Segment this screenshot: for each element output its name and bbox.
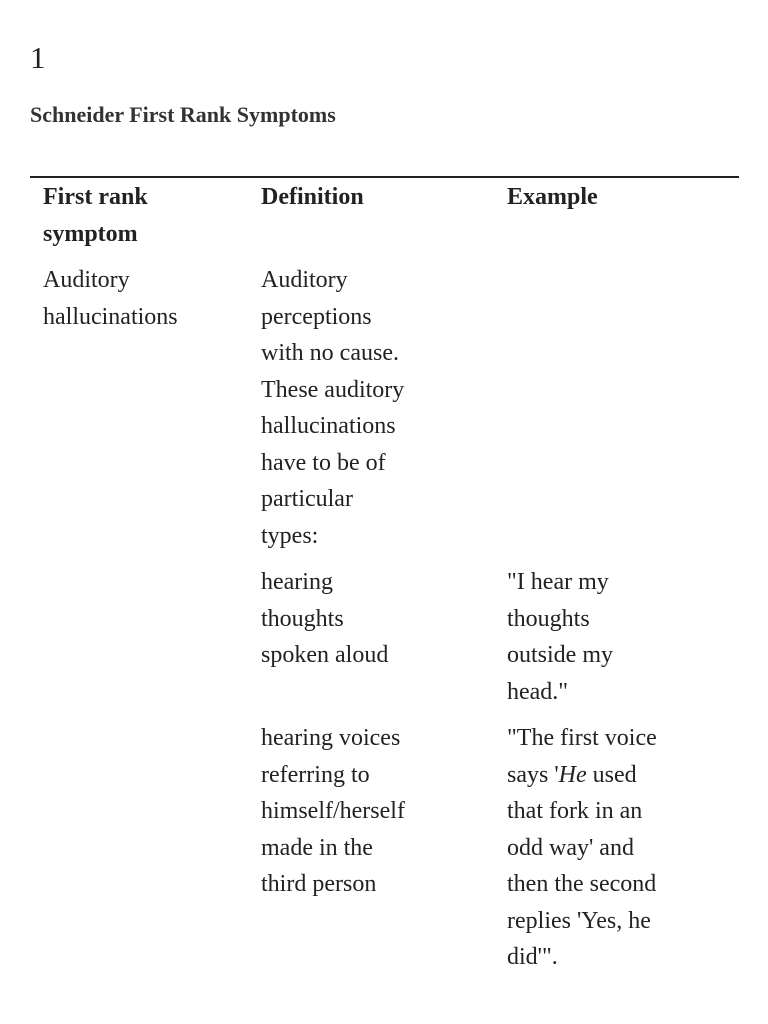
cell-line: head." bbox=[507, 678, 569, 705]
cell-line: replies 'Yes, he bbox=[507, 907, 651, 934]
cell-line bbox=[507, 757, 737, 794]
cell-line: hearing voices bbox=[261, 725, 401, 751]
cell-line: Auditory bbox=[261, 267, 348, 293]
cell-line: thoughts bbox=[507, 605, 590, 632]
table-top-rule bbox=[30, 176, 739, 178]
cell-line: odd way' and bbox=[507, 834, 634, 861]
cell-line: "I hear my bbox=[507, 569, 609, 595]
cell-line: thoughts bbox=[261, 605, 344, 632]
cell-line: have to be of bbox=[261, 449, 386, 476]
row3-example bbox=[507, 720, 737, 976]
header-line: Example bbox=[507, 184, 598, 210]
page-title: Schneider First Rank Symptoms bbox=[30, 102, 336, 127]
italic-text: He bbox=[558, 761, 587, 788]
cell-line: types: bbox=[261, 522, 319, 549]
header-line: symptom bbox=[43, 220, 138, 247]
text-fragment: used bbox=[586, 761, 637, 788]
cell-line: perceptions bbox=[261, 303, 372, 330]
header-first-rank-symptom bbox=[43, 179, 253, 252]
cell-line: then the second bbox=[507, 871, 657, 897]
cell-line: "The first voice bbox=[507, 725, 657, 751]
row1-definition bbox=[261, 262, 476, 554]
header-line: First rank bbox=[43, 184, 148, 210]
text-fragment: says ' bbox=[507, 761, 559, 788]
header-definition bbox=[261, 179, 476, 216]
row2-example bbox=[507, 564, 737, 710]
cell-line: made in the bbox=[261, 834, 373, 861]
row1-symptom bbox=[43, 262, 253, 335]
header-line: Definition bbox=[261, 184, 364, 210]
cell-line: with no cause. bbox=[261, 340, 399, 366]
header-example bbox=[507, 179, 737, 216]
cell-line: hallucinations bbox=[261, 413, 396, 439]
row2-definition bbox=[261, 564, 476, 674]
cell-line: outside my bbox=[507, 642, 613, 668]
cell-line: that fork in an bbox=[507, 798, 643, 824]
row3-definition bbox=[261, 720, 476, 903]
cell-line: spoken aloud bbox=[261, 642, 389, 668]
cell-line: did'". bbox=[507, 944, 558, 970]
cell-line: himself/herself bbox=[261, 798, 405, 824]
cell-line: hearing bbox=[261, 569, 333, 595]
cell-line: These auditory bbox=[261, 376, 405, 403]
cell-line: Auditory bbox=[43, 267, 130, 293]
cell-line: third person bbox=[261, 871, 377, 897]
cell-line: referring to bbox=[261, 761, 370, 788]
page-number: 1 bbox=[30, 40, 46, 75]
cell-line: hallucinations bbox=[43, 303, 178, 330]
cell-line: particular bbox=[261, 486, 353, 512]
